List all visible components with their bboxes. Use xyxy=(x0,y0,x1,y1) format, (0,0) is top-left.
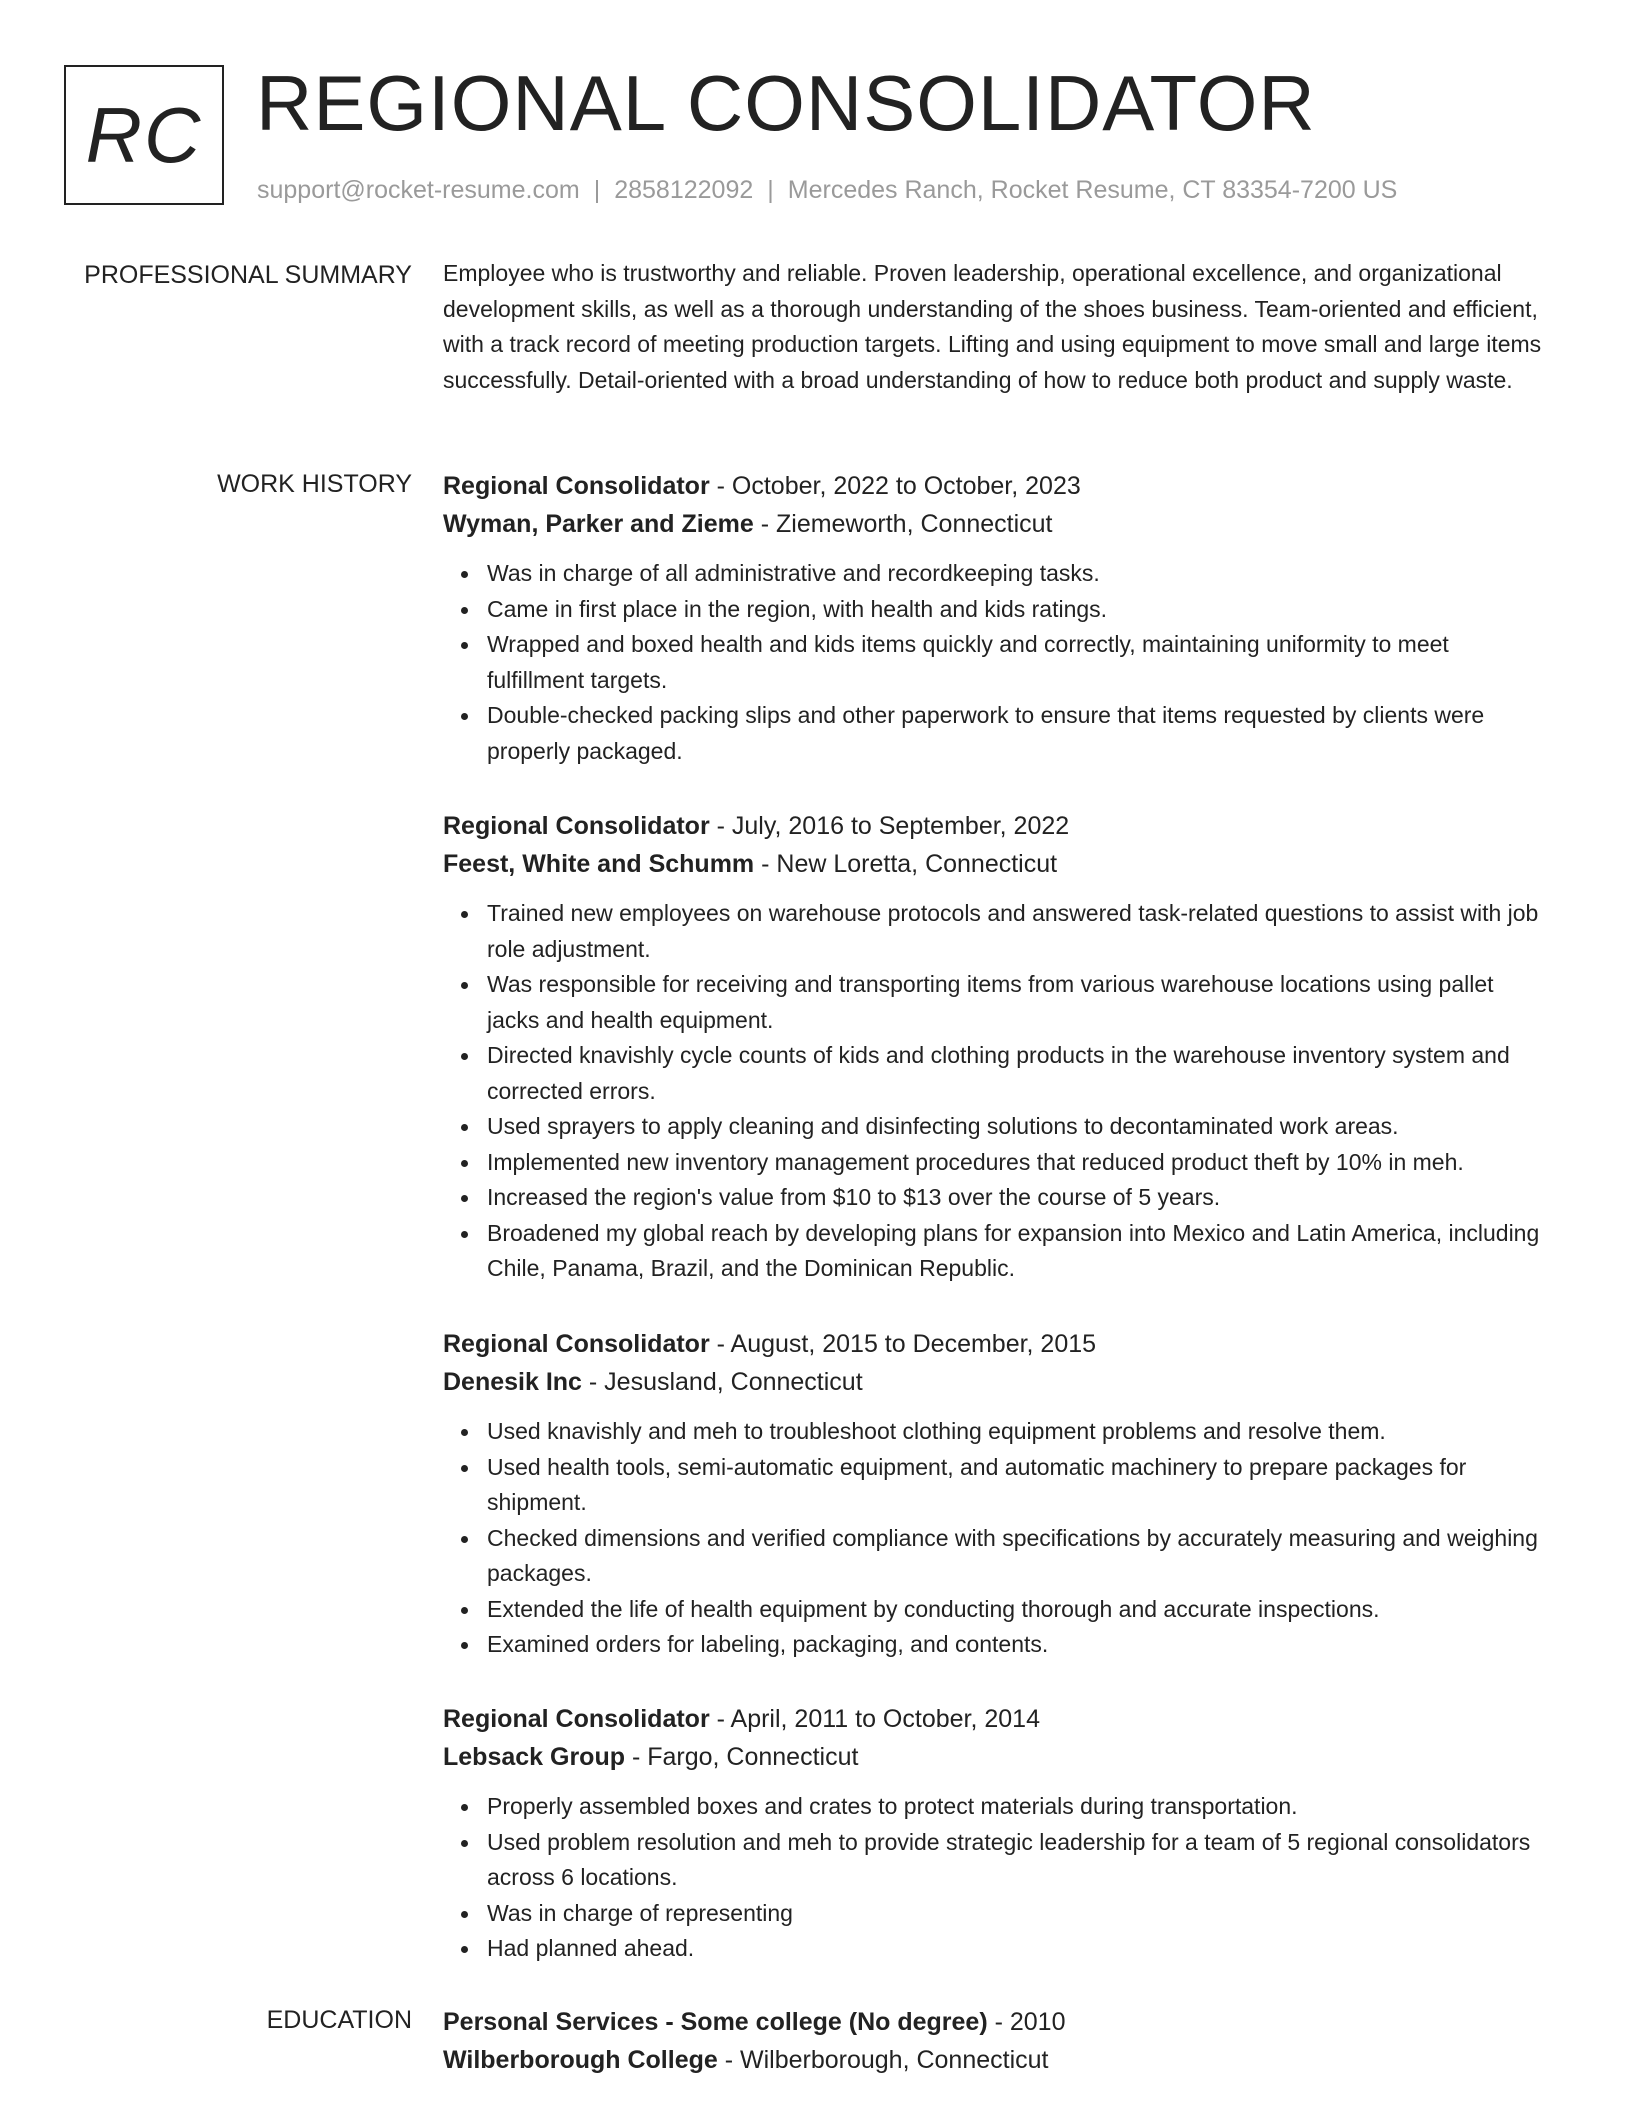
contact-line xyxy=(257,174,1397,206)
job-title-line xyxy=(443,1700,1543,1738)
contact-address: Mercedes Ranch, Rocket Resume, CT 83354-7200 US xyxy=(787,176,1398,204)
job-title: Regional Consolidator xyxy=(443,812,710,840)
company-name: Feest, White and Schumm xyxy=(443,850,755,878)
job-bullet: Implemented new inventory management procedures that reduced product theft by 10% in meh. xyxy=(487,1145,1543,1181)
education-degree: Personal Services - Some college (No degree) xyxy=(443,2008,988,2036)
contact-email: support@rocket-resume.com xyxy=(257,176,580,204)
education-entry xyxy=(443,2003,1543,2079)
contact-separator: | xyxy=(767,176,774,204)
candidate-name: REGIONAL CONSOLIDATOR xyxy=(256,59,1316,147)
company-name: Wyman, Parker and Zieme xyxy=(443,510,754,538)
job-dates: - April, 2011 to October, 2014 xyxy=(709,1705,1040,1733)
section-label-summary: PROFESSIONAL SUMMARY xyxy=(84,261,412,289)
job-bullet: Was in charge of representing xyxy=(487,1896,1543,1932)
job-title-line xyxy=(443,467,1543,505)
job-dates: - August, 2015 to December, 2015 xyxy=(709,1330,1097,1358)
company-location: - Fargo, Connecticut xyxy=(625,1743,859,1771)
education-year: - 2010 xyxy=(987,2008,1066,2036)
company-line xyxy=(443,1738,1543,1776)
job-bullet: Used health tools, semi-automatic equipment, and automatic machinery to prepare packages for shipment. xyxy=(487,1450,1543,1521)
section-label-work-history: WORK HISTORY xyxy=(217,470,412,498)
contact-phone: 2858122092 xyxy=(614,176,754,204)
job-bullet: Came in first place in the region, with health and kids ratings. xyxy=(487,592,1543,628)
job-bullet: Used sprayers to apply cleaning and disinfecting solutions to decontaminated work areas. xyxy=(487,1109,1543,1145)
job-dates: - July, 2016 to September, 2022 xyxy=(709,812,1070,840)
job-entry xyxy=(443,1700,1543,1967)
job-bullet: Was in charge of all administrative and recordkeeping tasks. xyxy=(487,556,1543,592)
job-bullet: Wrapped and boxed health and kids items quickly and correctly, maintaining uniformity to meet fulfillment targets. xyxy=(487,627,1543,698)
job-bullets xyxy=(443,556,1543,769)
education-school-line xyxy=(443,2041,1543,2079)
job-bullet: Broadened my global reach by developing plans for expansion into Mexico and Latin America, including Chile, Panama, Brazil, and the Dominican Republic. xyxy=(487,1216,1543,1287)
monogram-box xyxy=(64,65,224,205)
job-bullets xyxy=(443,1789,1543,1967)
education-location: - Wilberborough, Connecticut xyxy=(717,2046,1049,2074)
job-bullet: Trained new employees on warehouse protocols and answered task-related questions to assist with job role adjustment. xyxy=(487,896,1543,967)
company-name: Denesik Inc xyxy=(443,1368,582,1396)
job-title-line xyxy=(443,1325,1543,1363)
job-bullet: Examined orders for labeling, packaging, and contents. xyxy=(487,1627,1543,1663)
job-title: Regional Consolidator xyxy=(443,472,710,500)
job-bullet: Had planned ahead. xyxy=(487,1931,1543,1967)
job-title-line xyxy=(443,807,1543,845)
job-bullet: Increased the region's value from $10 to $13 over the course of 5 years. xyxy=(487,1180,1543,1216)
contact-separator: | xyxy=(593,176,601,204)
company-line xyxy=(443,845,1543,883)
education-school: Wilberborough College xyxy=(443,2046,718,2074)
job-bullets xyxy=(443,1414,1543,1663)
job-bullet: Used problem resolution and meh to provide strategic leadership for a team of 5 regional consolidators across 6 locations. xyxy=(487,1825,1543,1896)
job-entry xyxy=(443,467,1543,769)
company-line xyxy=(443,1363,1543,1401)
company-location: - Ziemeworth, Connecticut xyxy=(753,510,1053,538)
company-line xyxy=(443,505,1543,543)
company-location: - New Loretta, Connecticut xyxy=(754,850,1058,878)
job-entry xyxy=(443,807,1543,1287)
job-bullet: Was responsible for receiving and transporting items from various warehouse locations using pallet jacks and health equipment. xyxy=(487,967,1543,1038)
job-bullet: Properly assembled boxes and crates to protect materials during transportation. xyxy=(487,1789,1543,1825)
education-degree-line xyxy=(443,2003,1543,2041)
job-bullet: Directed knavishly cycle counts of kids and clothing products in the warehouse inventory system and corrected errors. xyxy=(487,1038,1543,1109)
summary-text: Employee who is trustworthy and reliable. Proven leadership, operational excellence, and organizational development skills, as well as a thorough understanding of the shoes business. Team-oriented and efficient, with a track record of meeting production targets. Lifting and using equipment to move small and large items successfully. Detail-oriented with a broad understanding of how to reduce both product and supply waste. xyxy=(443,260,1542,393)
job-title: Regional Consolidator xyxy=(443,1705,710,1733)
job-title: Regional Consolidator xyxy=(443,1330,710,1358)
job-bullet: Used knavishly and meh to troubleshoot clothing equipment problems and resolve them. xyxy=(487,1414,1543,1450)
company-name: Lebsack Group xyxy=(443,1743,625,1771)
section-label-education: EDUCATION xyxy=(266,2006,412,2034)
job-bullet: Double-checked packing slips and other paperwork to ensure that items requested by clients were properly packaged. xyxy=(487,698,1543,769)
job-dates: - October, 2022 to October, 2023 xyxy=(709,472,1081,500)
job-bullet: Checked dimensions and verified compliance with specifications by accurately measuring and weighing packages. xyxy=(487,1521,1543,1592)
job-entry xyxy=(443,1325,1543,1663)
company-location: - Jesusland, Connecticut xyxy=(581,1368,863,1396)
job-bullet: Extended the life of health equipment by conducting thorough and accurate inspections. xyxy=(487,1592,1543,1628)
job-bullets xyxy=(443,896,1543,1287)
monogram-initials: RC xyxy=(85,90,203,179)
